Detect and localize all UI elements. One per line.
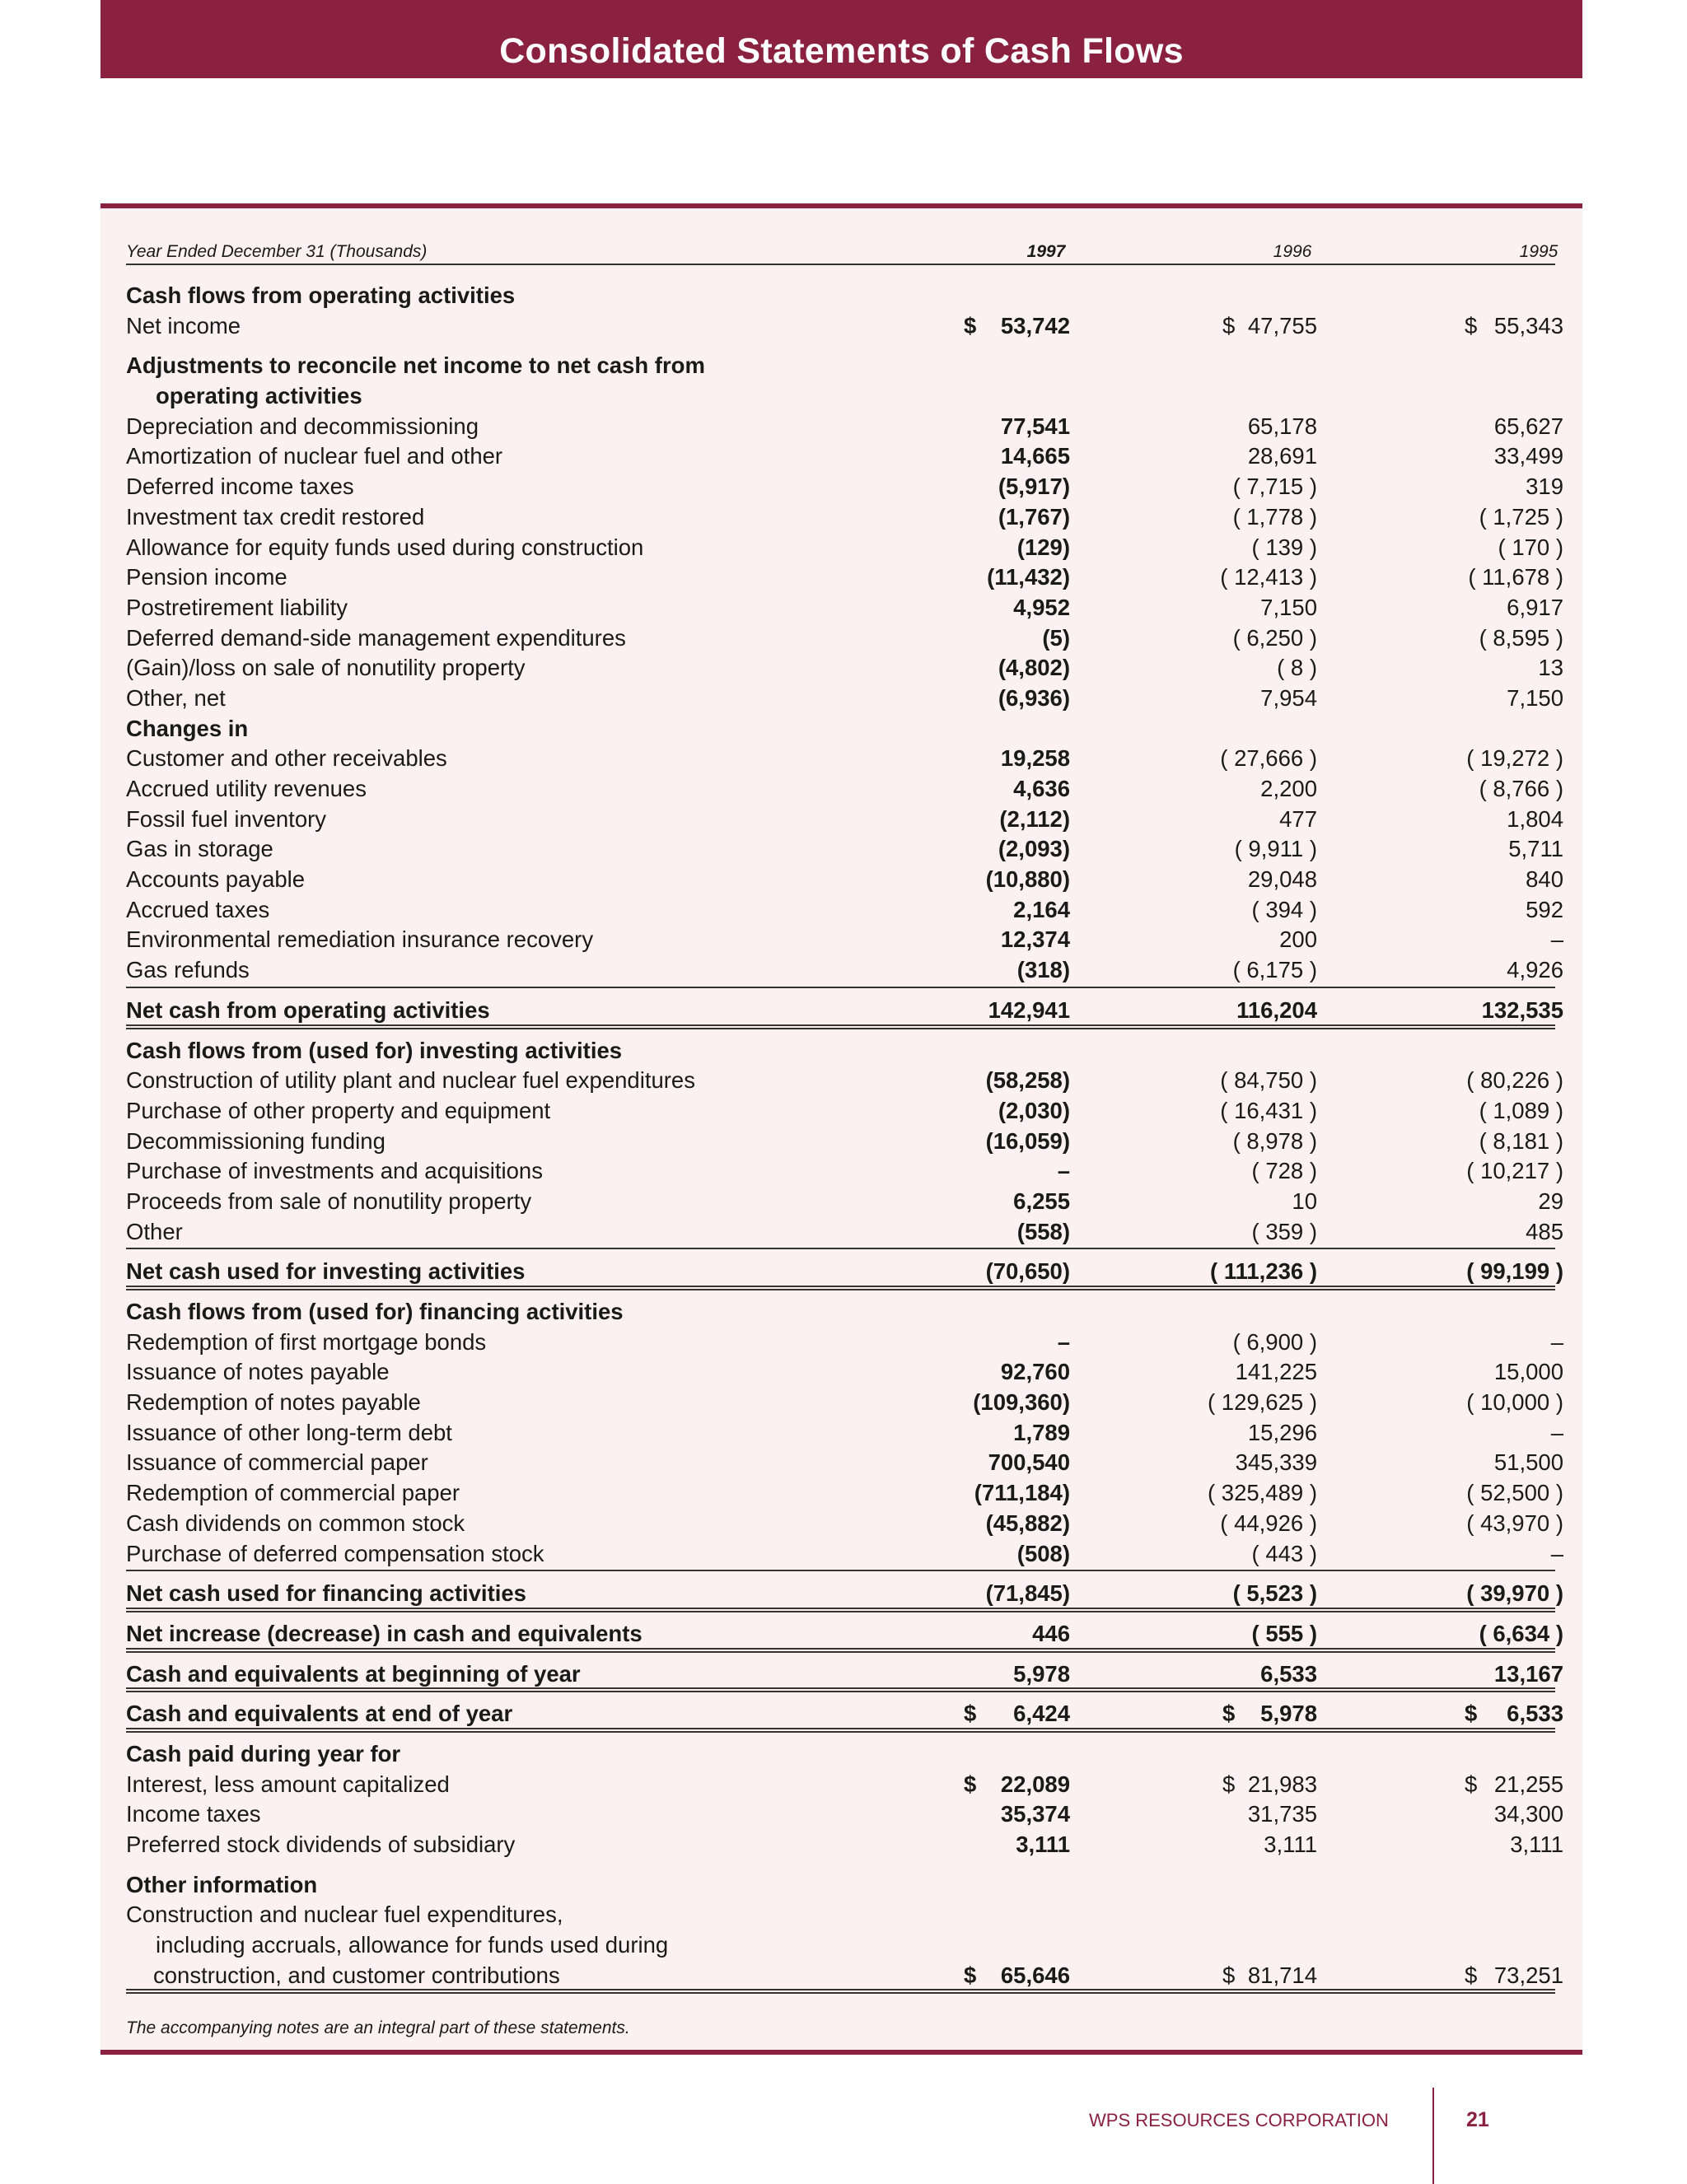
- row-label: Gas refunds: [126, 957, 250, 983]
- statement-rows: [126, 281, 1563, 1990]
- row-label: Accounts payable: [126, 866, 306, 893]
- section-heading: [126, 281, 1555, 311]
- row-label: Deferred income taxes: [126, 474, 354, 500]
- value-1996: ( 555 ): [1251, 1620, 1317, 1646]
- value-1996: 7,150: [1260, 594, 1317, 620]
- total-row: [126, 1579, 1563, 1609]
- footer-company: WPS RESOURCES CORPORATION: [1089, 2110, 1389, 2130]
- value-1995: ( 170 ): [1498, 534, 1563, 560]
- value-1996: ( 359 ): [1251, 1218, 1317, 1244]
- value-1995: 55,343: [1493, 312, 1563, 338]
- footer-divider: [1432, 2088, 1434, 2184]
- value-1995: ( 52,500 ): [1466, 1480, 1563, 1506]
- value-1996: 477: [1279, 805, 1317, 832]
- value-1997: –: [1057, 1158, 1070, 1184]
- header-year-1995: 1995: [1519, 242, 1558, 261]
- table-row: [126, 774, 1563, 805]
- total-row: [126, 1257, 1563, 1287]
- row-label: including accruals, allowance for funds used during: [156, 1932, 669, 1958]
- value-1995: 7,150: [1507, 684, 1563, 711]
- value-1997: 77,541: [1000, 413, 1070, 439]
- table-row: [126, 1127, 1563, 1157]
- value-1995: ( 8,181 ): [1479, 1127, 1563, 1154]
- row-label: Cash and equivalents at beginning of year: [126, 1660, 581, 1687]
- value-1996: 21,983: [1247, 1771, 1317, 1797]
- value-1995: 13: [1538, 655, 1563, 681]
- value-1997: (129): [1016, 534, 1070, 560]
- section-heading: [126, 1739, 1555, 1770]
- value-1996: ( 12,413 ): [1220, 564, 1317, 590]
- value-1995: –: [1550, 1328, 1563, 1355]
- value-1996: ( 394 ): [1251, 896, 1317, 922]
- row-label: Cash flows from (used for) financing activities: [126, 1299, 624, 1324]
- value-1997: 3,111: [1016, 1832, 1070, 1857]
- value-1997: 14,665: [1000, 443, 1070, 469]
- value-1997: 4,952: [1013, 594, 1070, 620]
- currency-symbol: $: [1222, 1962, 1236, 1988]
- table-row: [126, 684, 1563, 714]
- currency-symbol: $: [1465, 1962, 1478, 1988]
- row-label: Accrued utility revenues: [126, 776, 367, 801]
- value-1997: 6,255: [1013, 1188, 1070, 1214]
- value-1995: 592: [1526, 896, 1563, 922]
- value-1996: 2,200: [1260, 776, 1317, 801]
- table-row: [126, 1830, 1563, 1860]
- currency-symbol: $: [964, 1701, 977, 1727]
- value-1997: (70,650): [985, 1258, 1070, 1285]
- table-row: [126, 593, 1563, 623]
- section-heading: [126, 381, 1555, 412]
- page-title: Consolidated Statements of Cash Flows: [499, 31, 1184, 71]
- value-1995: ( 10,000 ): [1466, 1389, 1563, 1416]
- value-1997: 53,742: [1000, 312, 1070, 338]
- row-label: Issuance of other long-term debt: [126, 1419, 452, 1445]
- value-1996: ( 27,666 ): [1220, 745, 1317, 772]
- value-1995: 29: [1538, 1188, 1563, 1214]
- table-row: [126, 1799, 1563, 1830]
- value-1995: 6,917: [1507, 594, 1563, 620]
- row-label: Fossil fuel inventory: [126, 805, 327, 832]
- row-label: Other, net: [126, 684, 226, 711]
- value-1997: (58,258): [985, 1067, 1070, 1094]
- row-label: Cash paid during year for: [126, 1740, 401, 1766]
- value-1996: 345,339: [1235, 1449, 1317, 1476]
- value-1997: (109,360): [973, 1389, 1070, 1416]
- row-label: Purchase of deferred compensation stock: [126, 1540, 544, 1566]
- table-row: [126, 955, 1563, 986]
- value-1997: 700,540: [988, 1449, 1070, 1476]
- row-label: construction, and customer contributions: [153, 1962, 560, 1988]
- value-1996: ( 9,911 ): [1234, 836, 1317, 862]
- value-1995: 33,499: [1493, 443, 1563, 469]
- table-row: [126, 1448, 1563, 1478]
- value-1996: ( 325,489 ): [1207, 1480, 1317, 1506]
- statement-panel: [100, 203, 1582, 2055]
- table-row: [126, 1930, 1555, 1961]
- row-label: Cash flows from operating activities: [126, 282, 516, 308]
- value-1997: 65,646: [1000, 1962, 1070, 1988]
- table-row: [126, 1357, 1563, 1388]
- row-label: Redemption of commercial paper: [126, 1480, 460, 1506]
- value-1997: (45,882): [985, 1510, 1070, 1536]
- row-label: Depreciation and decommissioning: [126, 413, 479, 439]
- table-row: [126, 1770, 1563, 1800]
- value-1995: ( 80,226 ): [1466, 1067, 1563, 1094]
- value-1997: (558): [1016, 1218, 1070, 1244]
- currency-symbol: $: [964, 312, 977, 338]
- value-1996: 3,111: [1264, 1832, 1317, 1857]
- row-label: Preferred stock dividends of subsidiary: [126, 1832, 516, 1857]
- value-1997: (5,917): [998, 474, 1070, 500]
- row-label: Pension income: [126, 564, 287, 590]
- value-1997: (508): [1016, 1540, 1070, 1566]
- row-label: Amortization of nuclear fuel and other: [126, 443, 503, 469]
- value-1995: 132,535: [1481, 996, 1563, 1023]
- row-label: Other information: [126, 1871, 318, 1897]
- table-row: [126, 1096, 1563, 1127]
- value-1997: 1,789: [1013, 1419, 1070, 1445]
- value-1996: ( 129,625 ): [1207, 1389, 1317, 1416]
- value-1997: (6,936): [998, 684, 1070, 711]
- value-1996: ( 6,175 ): [1232, 957, 1317, 983]
- table-row: [126, 1217, 1563, 1248]
- value-1996: 28,691: [1247, 443, 1317, 469]
- row-label: Net increase (decrease) in cash and equivalents: [126, 1620, 643, 1646]
- table-row: [126, 1187, 1563, 1217]
- row-label: Other: [126, 1218, 183, 1244]
- value-1996: 65,178: [1247, 413, 1317, 439]
- total-row: [126, 996, 1563, 1026]
- value-1997: (11,432): [987, 564, 1070, 590]
- table-row: [126, 744, 1563, 774]
- footnote: The accompanying notes are an integral part of these statements.: [126, 2018, 630, 2037]
- value-1996: 5,978: [1260, 1701, 1317, 1727]
- table-row: [126, 1509, 1563, 1539]
- row-label: Income taxes: [126, 1801, 261, 1827]
- value-1995: 73,251: [1493, 1962, 1563, 1988]
- row-label: Proceeds from sale of nonutility property: [126, 1188, 532, 1214]
- value-1996: 29,048: [1247, 866, 1317, 893]
- currency-symbol: $: [1222, 1701, 1236, 1727]
- value-1997: 4,636: [1013, 776, 1070, 801]
- value-1995: 3,111: [1510, 1832, 1563, 1857]
- value-1996: 10: [1292, 1188, 1317, 1214]
- value-1995: 21,255: [1493, 1771, 1563, 1797]
- value-1997: (2,112): [999, 805, 1070, 832]
- value-1997: (71,845): [985, 1580, 1070, 1607]
- table-row: [126, 1539, 1563, 1570]
- row-label: Decommissioning funding: [126, 1127, 386, 1154]
- value-1996: 15,296: [1247, 1419, 1317, 1445]
- table-row: [126, 533, 1563, 563]
- value-1995: ( 1,725 ): [1479, 503, 1563, 530]
- value-1996: ( 8 ): [1277, 655, 1317, 681]
- title-banner: [100, 0, 1582, 78]
- value-1995: ( 8,766 ): [1479, 776, 1563, 801]
- row-label: Issuance of notes payable: [126, 1359, 390, 1385]
- row-label: Cash and equivalents at end of year: [126, 1701, 513, 1727]
- value-1996: ( 6,250 ): [1232, 624, 1317, 651]
- value-1995: ( 99,199 ): [1466, 1258, 1563, 1285]
- value-1995: ( 6,634 ): [1479, 1620, 1563, 1646]
- value-1996: ( 8,978 ): [1232, 1127, 1317, 1154]
- value-1995: –: [1550, 1419, 1563, 1445]
- table-row: [126, 1066, 1563, 1096]
- row-label: Purchase of investments and acquisitions: [126, 1158, 543, 1184]
- value-1997: 2,164: [1013, 896, 1070, 922]
- row-label: Deferred demand-side management expenditures: [126, 624, 626, 651]
- value-1997: 22,089: [1000, 1771, 1070, 1797]
- row-label: Adjustments to reconcile net income to net cash from: [126, 352, 705, 379]
- value-1996: ( 7,715 ): [1232, 474, 1317, 500]
- value-1996: ( 5,523 ): [1232, 1580, 1317, 1607]
- header-year-1997: 1997: [1026, 242, 1066, 261]
- table-row: [126, 895, 1563, 926]
- row-label: Construction and nuclear fuel expenditures,: [126, 1902, 563, 1928]
- table-row: [126, 805, 1563, 835]
- row-label: Redemption of notes payable: [126, 1389, 421, 1416]
- value-1996: ( 1,778 ): [1232, 503, 1317, 530]
- value-1996: ( 443 ): [1251, 1540, 1317, 1566]
- row-label: (Gain)/loss on sale of nonutility property: [126, 655, 526, 681]
- table-row: [126, 1418, 1563, 1449]
- value-1995: 1,804: [1507, 805, 1563, 832]
- total-row: [126, 1659, 1563, 1690]
- row-label: Customer and other receivables: [126, 745, 447, 772]
- table-row: [126, 1961, 1563, 1991]
- value-1995: 840: [1526, 866, 1563, 893]
- currency-symbol: $: [964, 1771, 977, 1797]
- row-label: Interest, less amount capitalized: [126, 1771, 450, 1797]
- table-row: [126, 925, 1563, 955]
- table-row: [126, 1328, 1563, 1358]
- row-label: Issuance of commercial paper: [126, 1449, 428, 1476]
- row-label: Changes in: [126, 715, 249, 741]
- header-label: Year Ended December 31 (Thousands): [126, 242, 428, 261]
- table-row: [126, 653, 1563, 684]
- value-1996: 81,714: [1247, 1962, 1317, 1988]
- value-1997: (2,030): [998, 1097, 1070, 1123]
- header-year-1996: 1996: [1273, 242, 1312, 261]
- total-row: [126, 1619, 1563, 1650]
- row-label: Construction of utility plant and nuclear fuel expenditures: [126, 1067, 695, 1094]
- row-label: Accrued taxes: [126, 896, 270, 922]
- currency-symbol: $: [1465, 1701, 1478, 1727]
- value-1995: 485: [1526, 1218, 1563, 1244]
- table-row: [126, 562, 1563, 593]
- value-1996: 141,225: [1235, 1359, 1317, 1385]
- value-1997: (5): [1042, 624, 1070, 651]
- table-header: [126, 217, 1558, 265]
- table-row: [126, 1388, 1563, 1418]
- value-1995: 6,533: [1507, 1701, 1563, 1727]
- value-1997: (2,093): [998, 836, 1070, 862]
- value-1995: 65,627: [1493, 413, 1563, 439]
- currency-symbol: $: [964, 1962, 977, 1988]
- row-label: Postretirement liability: [126, 594, 348, 620]
- value-1995: ( 8,595 ): [1479, 624, 1563, 651]
- value-1997: 6,424: [1013, 1701, 1070, 1727]
- value-1997: 446: [1032, 1620, 1070, 1646]
- table-row: [126, 1156, 1563, 1187]
- value-1995: 34,300: [1493, 1801, 1563, 1827]
- value-1996: 47,755: [1247, 312, 1317, 338]
- value-1997: (10,880): [985, 866, 1070, 893]
- row-label: Net cash from operating activities: [126, 996, 490, 1023]
- value-1995: ( 1,089 ): [1479, 1097, 1563, 1123]
- row-label: Cash flows from (used for) investing activities: [126, 1037, 623, 1063]
- row-label: Allowance for equity funds used during construction: [126, 534, 644, 560]
- value-1997: (711,184): [974, 1480, 1070, 1506]
- section-heading: [126, 351, 1555, 381]
- row-label: Net cash used for investing activities: [126, 1258, 526, 1285]
- row-label: Redemption of first mortgage bonds: [126, 1328, 487, 1355]
- value-1997: 142,941: [988, 996, 1070, 1023]
- section-heading: [126, 714, 1555, 744]
- value-1995: 5,711: [1508, 836, 1563, 862]
- value-1995: ( 19,272 ): [1466, 745, 1563, 772]
- value-1995: 4,926: [1507, 957, 1563, 983]
- currency-symbol: $: [1222, 1771, 1236, 1797]
- currency-symbol: $: [1465, 1771, 1478, 1797]
- value-1996: ( 6,900 ): [1232, 1328, 1317, 1355]
- value-1996: ( 44,926 ): [1220, 1510, 1317, 1536]
- table-row: [126, 1478, 1563, 1509]
- value-1995: 13,167: [1493, 1660, 1563, 1687]
- value-1995: ( 39,970 ): [1466, 1580, 1563, 1607]
- page-number: 21: [1466, 2108, 1489, 2131]
- row-label: Cash dividends on common stock: [126, 1510, 465, 1536]
- value-1995: 319: [1526, 474, 1563, 500]
- table-row: [126, 502, 1563, 533]
- value-1997: 92,760: [1000, 1359, 1070, 1385]
- table-row: [126, 834, 1563, 865]
- value-1997: 12,374: [1000, 926, 1070, 953]
- value-1997: (1,767): [998, 503, 1070, 530]
- value-1995: –: [1550, 1540, 1563, 1566]
- value-1995: ( 10,217 ): [1466, 1158, 1563, 1184]
- currency-symbol: $: [1465, 312, 1478, 338]
- row-label: Net income: [126, 312, 241, 338]
- total-row: [126, 1699, 1563, 1729]
- value-1996: 31,735: [1247, 1801, 1317, 1827]
- value-1997: (318): [1016, 957, 1070, 983]
- value-1996: 6,533: [1260, 1660, 1317, 1687]
- value-1996: ( 84,750 ): [1220, 1067, 1317, 1094]
- table-row: [126, 865, 1563, 895]
- table-row: [126, 311, 1563, 342]
- section-heading: [126, 1036, 1555, 1066]
- value-1995: ( 11,678 ): [1468, 564, 1563, 590]
- value-1996: ( 111,236 ): [1210, 1258, 1317, 1285]
- value-1995: 15,000: [1493, 1359, 1563, 1385]
- value-1996: ( 16,431 ): [1220, 1097, 1317, 1123]
- value-1996: ( 728 ): [1251, 1158, 1317, 1184]
- row-label: Purchase of other property and equipment: [126, 1097, 551, 1123]
- table-row: [126, 412, 1563, 442]
- value-1997: (16,059): [985, 1127, 1070, 1154]
- value-1997: 19,258: [1000, 745, 1070, 772]
- value-1997: –: [1057, 1328, 1070, 1355]
- value-1995: 51,500: [1493, 1449, 1563, 1476]
- row-label: Investment tax credit restored: [126, 503, 425, 530]
- value-1996: 200: [1279, 926, 1317, 953]
- section-heading: [126, 1297, 1555, 1328]
- value-1995: –: [1550, 926, 1563, 953]
- table-row: [126, 623, 1563, 654]
- value-1995: ( 43,970 ): [1466, 1510, 1563, 1536]
- row-label: Gas in storage: [126, 836, 273, 862]
- section-heading: [126, 1870, 1555, 1901]
- table-row: [126, 472, 1563, 502]
- table-row: [126, 1900, 1555, 1930]
- row-label: Net cash used for financing activities: [126, 1580, 526, 1607]
- value-1997: 35,374: [1000, 1801, 1070, 1827]
- currency-symbol: $: [1222, 312, 1236, 338]
- table-row: [126, 441, 1563, 472]
- value-1997: (4,802): [998, 655, 1070, 681]
- row-label: Environmental remediation insurance recovery: [126, 926, 594, 953]
- value-1996: 7,954: [1260, 684, 1317, 711]
- row-label: operating activities: [156, 383, 362, 409]
- value-1996: ( 139 ): [1251, 534, 1317, 560]
- value-1997: 5,978: [1013, 1660, 1070, 1687]
- value-1996: 116,204: [1236, 996, 1317, 1023]
